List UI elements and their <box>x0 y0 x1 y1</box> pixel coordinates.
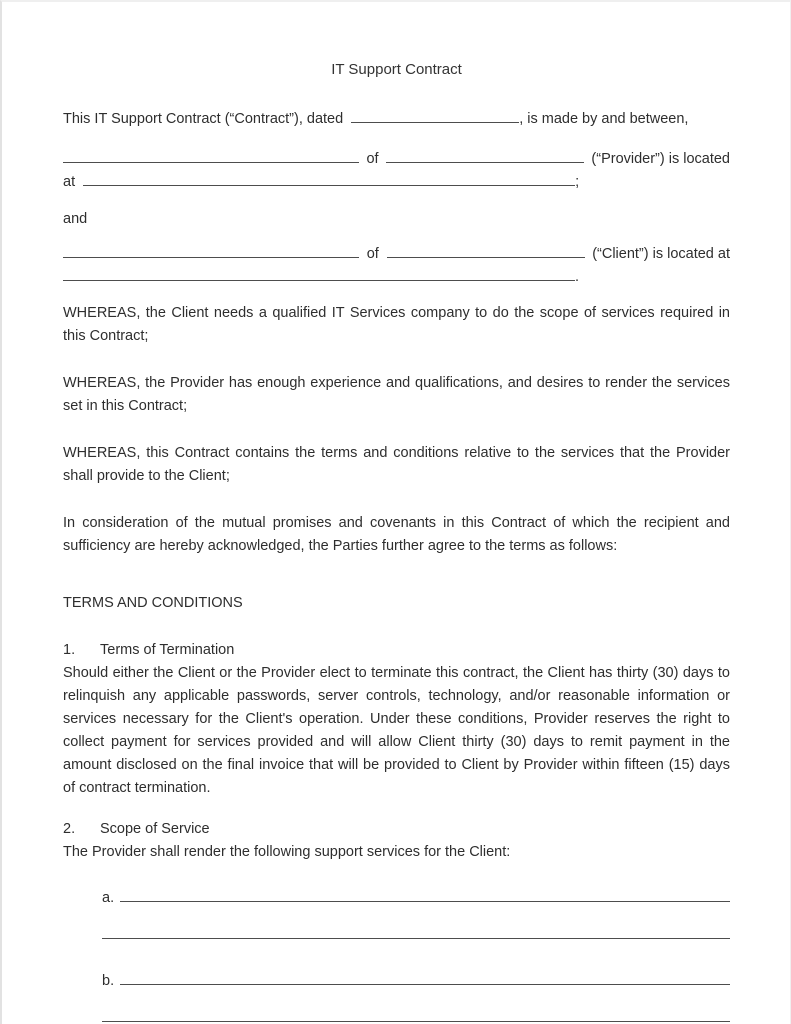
recital-contract: WHEREAS, this Contract contains the terms and conditions relative to the services that the Provider shall provide to the Client; <box>63 445 730 484</box>
service-a-line-2 <box>102 923 730 939</box>
service-item-a <box>63 886 730 939</box>
provider-address-line <box>63 171 730 194</box>
section-1-number: 1. <box>63 642 76 658</box>
provider-name-blank <box>63 148 359 163</box>
section-2-title: Scope of Service <box>100 821 210 837</box>
date-blank-line <box>351 108 519 123</box>
client-name-blank <box>63 243 359 258</box>
client-party-label: (“Client”) is located at <box>592 246 730 262</box>
service-b-line-1 <box>102 969 730 993</box>
intro-text-before: This IT Support Contract (“Contract”), dated <box>63 111 344 127</box>
section-1-title: Terms of Termination <box>100 642 235 658</box>
section-1-heading <box>63 639 730 662</box>
service-items <box>63 886 730 1022</box>
client-name-line <box>63 243 730 266</box>
section-2-heading <box>63 818 730 841</box>
terms-and-conditions-heading: TERMS AND CONDITIONS <box>63 595 243 611</box>
page-title: IT Support Contract <box>331 61 462 78</box>
section-1-body: Should either the Client or the Provider elect to terminate this contract, the Client has thirty (30) days to relinquish any applicable passwords, server controls, technology, and/or reasonable information or services necessary for the Client's operation. Under these conditions, Provider reserves the right to collect payment for services provided and will allow Client thirty (30) days to remit payment in the amount disclosed on the final invoice that will be provided to Client by Provider within fifteen (15) days of contract termination. <box>63 665 730 796</box>
section-2-body: The Provider shall render the following support services for the Client: <box>63 844 511 860</box>
service-b-blank-1 <box>120 969 730 985</box>
client-end-punct: . <box>575 269 580 285</box>
client-entity-blank <box>387 243 585 258</box>
section-2-number: 2. <box>63 821 76 837</box>
service-b-label: b. <box>102 973 115 989</box>
client-address-line <box>63 266 730 289</box>
provider-of-label: of <box>366 151 379 167</box>
intro-line <box>63 108 730 131</box>
provider-end-punct: ; <box>575 174 580 190</box>
provider-entity-blank <box>386 148 584 163</box>
provider-party-label: (“Provider”) is located <box>591 151 730 167</box>
provider-at-label: at <box>63 174 76 190</box>
provider-address-blank <box>83 171 575 186</box>
service-a-label: a. <box>102 890 115 906</box>
conjunction-line <box>63 208 730 231</box>
service-a-blank-2 <box>102 923 730 939</box>
and-label: and <box>63 211 88 227</box>
intro-text-after: , is made by and between, <box>519 111 689 127</box>
service-b-blank-2 <box>102 1006 730 1022</box>
recital-client: WHEREAS, the Client needs a qualified IT Services company to do the scope of services required in this Contract; <box>63 305 730 344</box>
service-b-line-2 <box>102 1006 730 1022</box>
client-address-blank <box>63 266 575 281</box>
recitals <box>63 302 730 558</box>
service-item-b <box>63 969 730 1022</box>
recital-provider: WHEREAS, the Provider has enough experience and qualifications, and desires to render the services set in this Contract; <box>63 375 730 414</box>
service-a-blank-1 <box>120 886 730 902</box>
consideration-clause: In consideration of the mutual promises and covenants in this Contract of which the recipient and sufficiency are hereby acknowledged, the Parties further agree to the terms as follows: <box>63 515 730 554</box>
service-a-line-1 <box>102 886 730 910</box>
client-of-label: of <box>366 246 379 262</box>
provider-name-line <box>63 148 730 171</box>
